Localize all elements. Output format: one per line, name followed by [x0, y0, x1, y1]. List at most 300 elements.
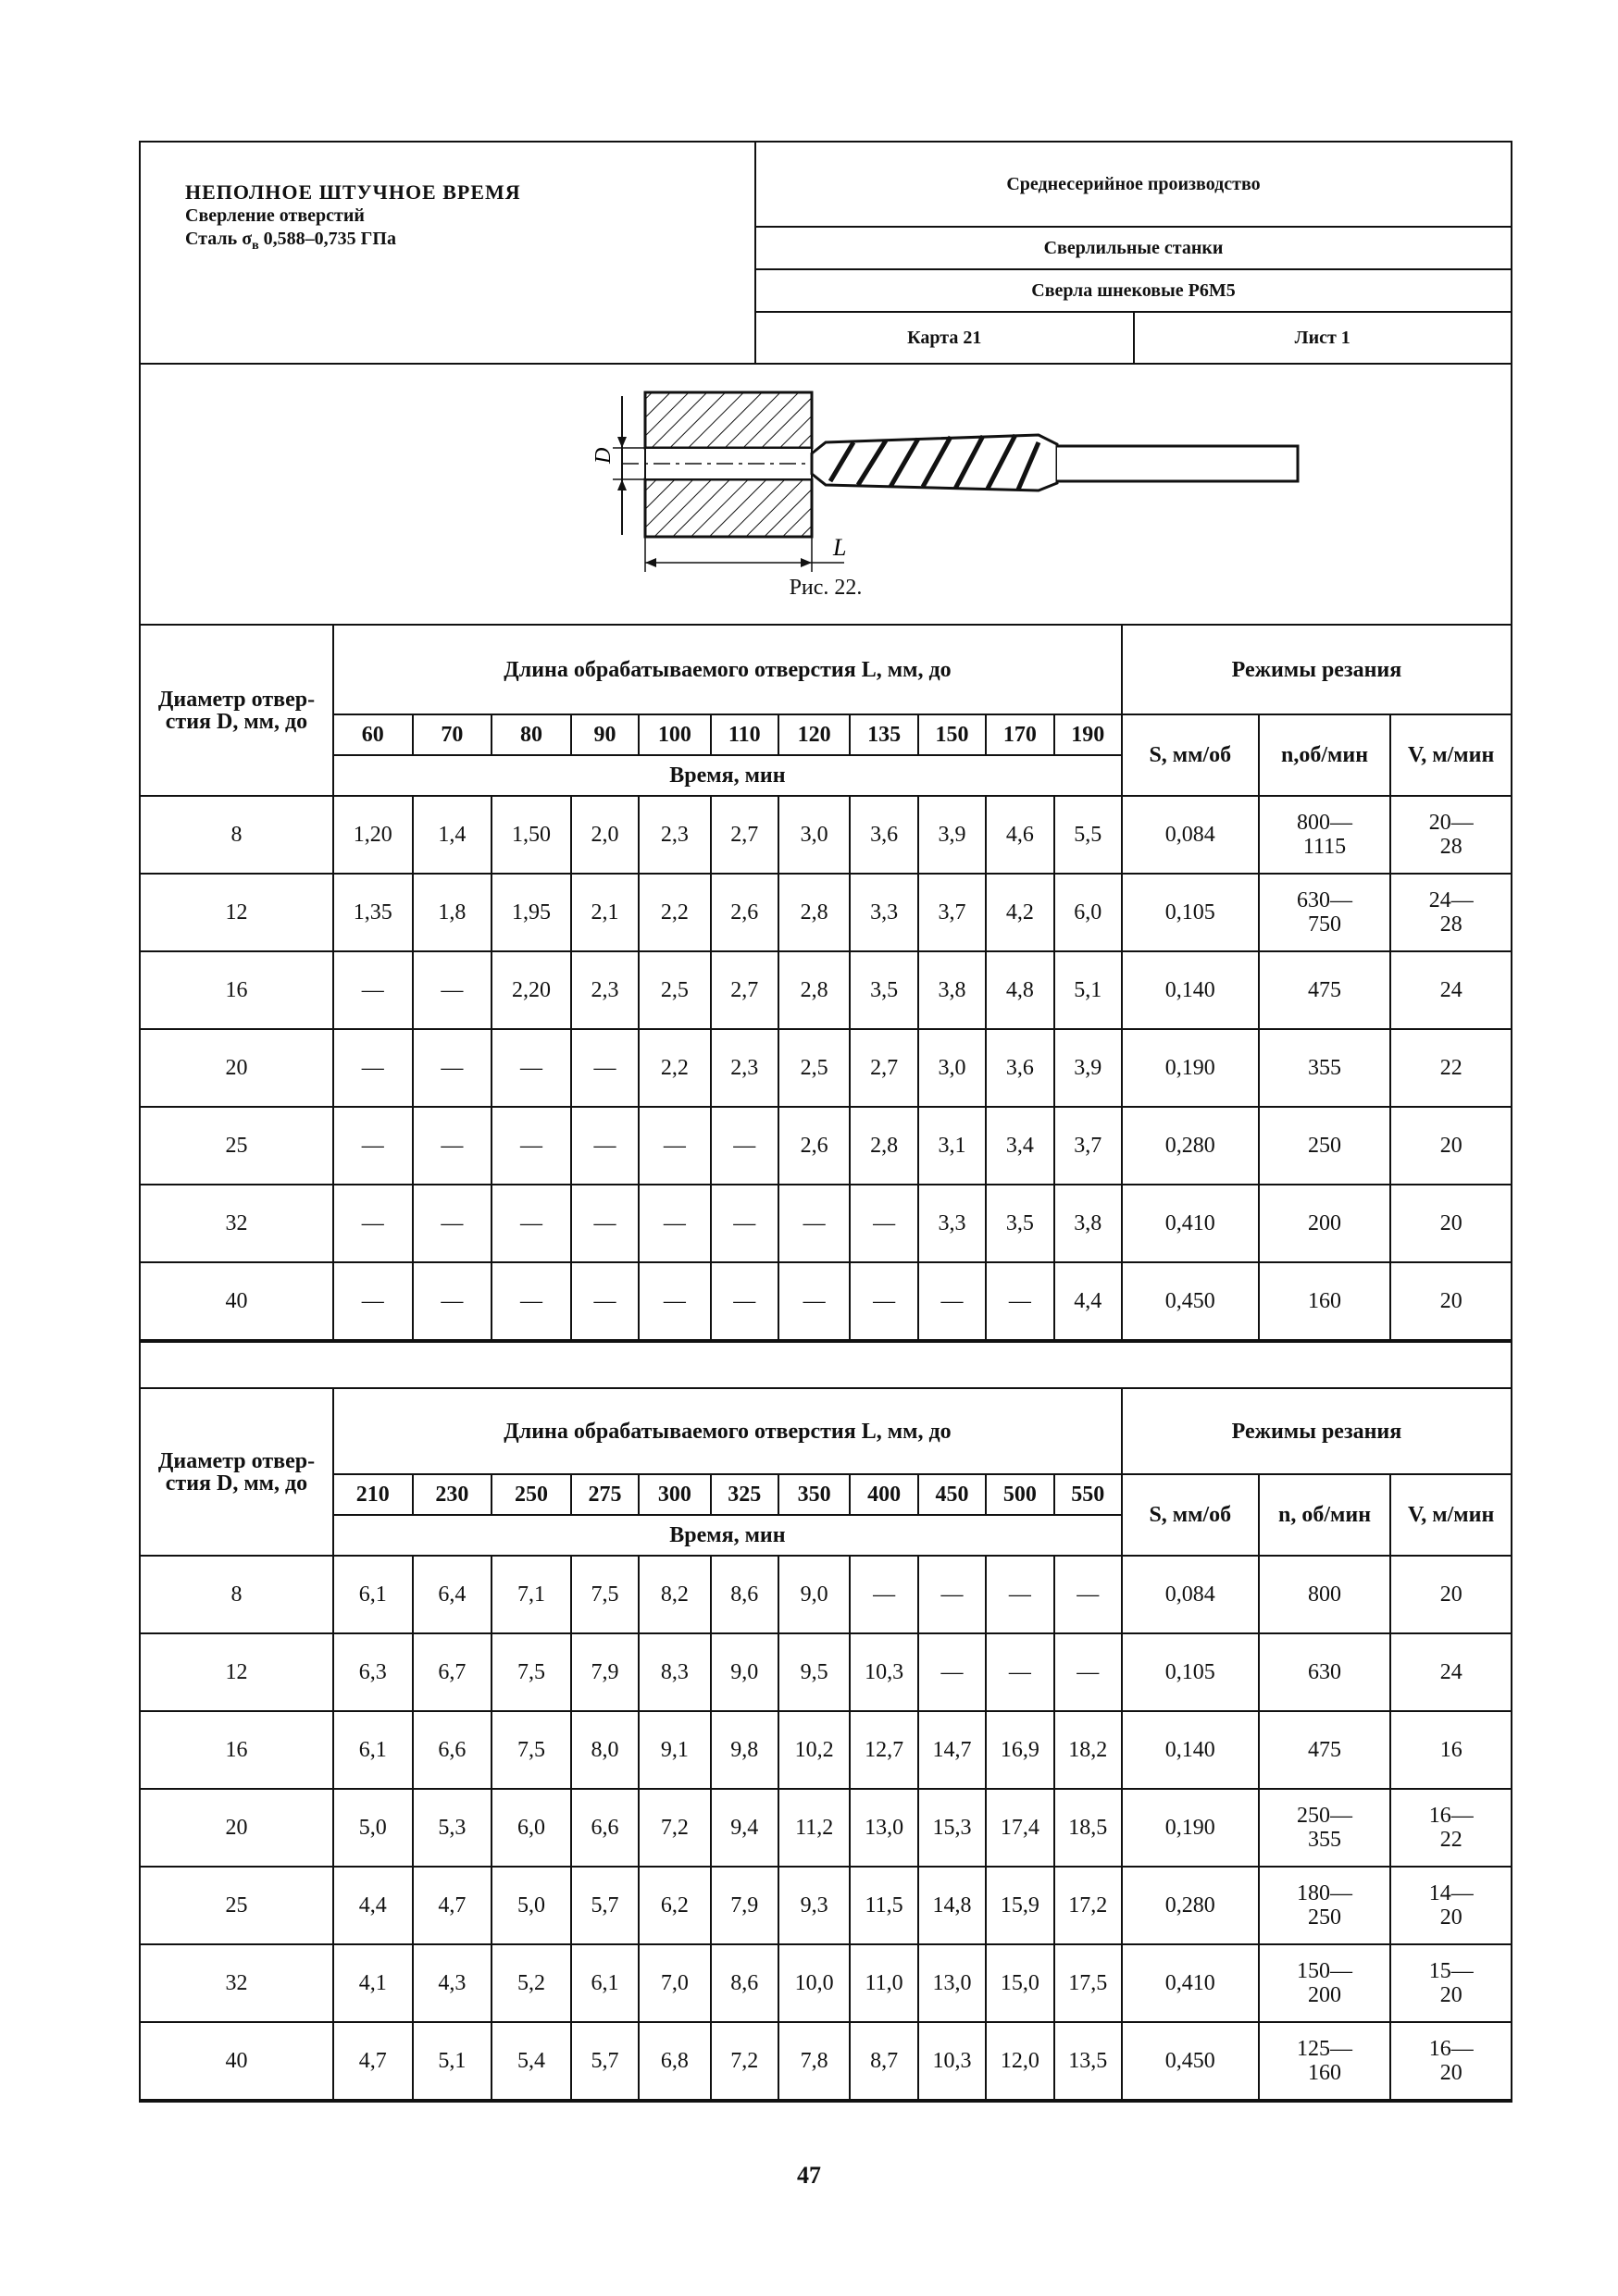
diameter-cell: 32: [141, 1944, 333, 2022]
time-cell: 3,8: [1054, 1185, 1122, 1262]
cutting-speed-line: 20: [1439, 1582, 1462, 1607]
diameter-cell: 12: [141, 1633, 333, 1711]
cutting-speed-line: 20: [1439, 1211, 1462, 1235]
time-cell: 9,0: [711, 1633, 778, 1711]
time-cell: 1,50: [492, 796, 571, 874]
time-cell: 9,8: [711, 1711, 778, 1789]
speed-rpm-cell: [1259, 1556, 1391, 1633]
card-number: Карта 21: [756, 313, 1135, 363]
time-cell: —: [639, 1185, 710, 1262]
speed-rpm-line: 200: [1308, 1983, 1342, 2007]
length-col-header: 100: [639, 714, 710, 755]
time-cell: —: [492, 1185, 571, 1262]
time-cell: 2,2: [639, 874, 710, 951]
speed-rpm-line: 1115: [1302, 835, 1347, 859]
time-cell: —: [333, 1262, 413, 1340]
speed-rpm-line: 250: [1308, 1905, 1342, 1930]
time-cell: 8,2: [639, 1556, 710, 1633]
time-cell: —: [571, 1262, 639, 1340]
time-cell: —: [986, 1556, 1053, 1633]
time-cell: 3,5: [850, 951, 917, 1029]
time-cell: —: [1054, 1633, 1122, 1711]
time-cell: —: [850, 1262, 917, 1340]
cutting-speed-line: 20—: [1428, 811, 1474, 835]
time-cell: 3,4: [986, 1107, 1053, 1185]
speed-rpm-cell: [1259, 1711, 1391, 1789]
time-cell: 2,8: [778, 951, 850, 1029]
cutting-speed-cell: [1390, 1867, 1511, 1944]
feed-cell: 0,190: [1122, 1029, 1259, 1107]
time-cell: 13,5: [1054, 2022, 1122, 2100]
speed-rpm-line: 150—: [1297, 1959, 1353, 1983]
table-row: [141, 1262, 1511, 1340]
length-col-header: 135: [850, 714, 917, 755]
material-subscript: в: [252, 239, 259, 253]
time-cell: —: [850, 1185, 917, 1262]
diameter-cell: 40: [141, 1262, 333, 1340]
cutting-speed-cell: [1390, 874, 1511, 951]
time-cell: 2,5: [639, 951, 710, 1029]
speed-rpm-line: 800—: [1297, 811, 1353, 835]
speed-rpm-line: 475: [1308, 1738, 1342, 1762]
time-cell: 2,0: [571, 796, 639, 874]
time-cell: 4,4: [333, 1867, 413, 1944]
feed-cell: 0,084: [1122, 796, 1259, 874]
diameter-cell: 25: [141, 1107, 333, 1185]
time-cell: —: [711, 1107, 778, 1185]
normative-card: [139, 141, 1512, 2103]
diameter-cell: 32: [141, 1185, 333, 1262]
time-cell: —: [986, 1262, 1053, 1340]
time-cell: 14,8: [918, 1867, 986, 1944]
time-cell: 8,6: [711, 1944, 778, 2022]
cutting-speed-line: 16—: [1428, 1804, 1474, 1828]
time-cell: —: [639, 1262, 710, 1340]
time-cell: —: [986, 1633, 1053, 1711]
time-cell: 6,7: [413, 1633, 492, 1711]
time-cell: 11,5: [850, 1867, 917, 1944]
cutting-speed-cell: [1390, 2022, 1511, 2100]
time-cell: 13,0: [850, 1789, 917, 1867]
time-cell: 1,8: [413, 874, 492, 951]
cutting-speed-line: 15—: [1428, 1959, 1474, 1983]
time-cell: 13,0: [918, 1944, 986, 2022]
production-type: Среднесерийное производство: [756, 143, 1511, 228]
diameter-cell: 16: [141, 951, 333, 1029]
table-row: [141, 2022, 1511, 2100]
time-table-1: [141, 626, 1511, 1341]
time-cell: 18,5: [1054, 1789, 1122, 1867]
time-table-2: [141, 1389, 1511, 2101]
time-cell: —: [711, 1185, 778, 1262]
time-cell: 4,3: [413, 1944, 492, 2022]
feed-cell: 0,190: [1122, 1789, 1259, 1867]
time-cell: 3,0: [918, 1029, 986, 1107]
speed-rpm-cell: [1259, 1029, 1391, 1107]
time-cell: —: [918, 1556, 986, 1633]
time-cell: 10,3: [850, 1633, 917, 1711]
cutting-speed-cell: [1390, 1107, 1511, 1185]
time-cell: 4,2: [986, 874, 1053, 951]
time-cell: —: [1054, 1556, 1122, 1633]
diameter-cell: 16: [141, 1711, 333, 1789]
machine-type: Сверлильные станки: [756, 228, 1511, 270]
table-row: [141, 1944, 1511, 2022]
speed-rpm-line: 355: [1308, 1056, 1342, 1080]
length-values-row: [141, 1474, 1511, 1515]
figure-caption: Рис. 22.: [789, 576, 863, 600]
time-cell: 5,7: [571, 2022, 639, 2100]
feed-cell: 0,084: [1122, 1556, 1259, 1633]
speed-rpm-line: 200: [1308, 1211, 1342, 1235]
figure-block: [141, 365, 1511, 626]
time-cell: —: [778, 1185, 850, 1262]
speed-rpm-cell: [1259, 1633, 1391, 1711]
length-col-header: 325: [711, 1474, 778, 1515]
time-cell: 8,7: [850, 2022, 917, 2100]
time-cell: 17,5: [1054, 1944, 1122, 2022]
time-cell: —: [492, 1107, 571, 1185]
feed-cell: 0,105: [1122, 1633, 1259, 1711]
time-cell: 3,0: [778, 796, 850, 874]
time-cell: 8,0: [571, 1711, 639, 1789]
diameter-dimension: [591, 396, 645, 535]
time-cell: —: [413, 951, 492, 1029]
table-row: [141, 951, 1511, 1029]
time-cell: 2,3: [711, 1029, 778, 1107]
length-col-header: 60: [333, 714, 413, 755]
time-cell: 2,7: [850, 1029, 917, 1107]
cutting-speed-line: 20: [1439, 1134, 1462, 1158]
time-cell: 3,3: [850, 874, 917, 951]
time-cell: —: [492, 1262, 571, 1340]
feed-cell: 0,280: [1122, 1107, 1259, 1185]
time-cell: 4,7: [413, 1867, 492, 1944]
length-col-header: 80: [492, 714, 571, 755]
time-cell: 17,2: [1054, 1867, 1122, 1944]
diameter-cell: 20: [141, 1789, 333, 1867]
cutting-speed-line: 16: [1439, 1738, 1462, 1762]
diameter-cell: 8: [141, 796, 333, 874]
length-col-header: 275: [571, 1474, 639, 1515]
time-cell: 6,3: [333, 1633, 413, 1711]
feed-cell: 0,410: [1122, 1944, 1259, 2022]
cutting-speed-line: 24: [1439, 1660, 1462, 1684]
time-cell: 15,9: [986, 1867, 1053, 1944]
length-col-header: 230: [413, 1474, 492, 1515]
time-cell: 5,4: [492, 2022, 571, 2100]
feed-cell: 0,410: [1122, 1185, 1259, 1262]
time-cell: —: [711, 1262, 778, 1340]
time-cell: 10,2: [778, 1711, 850, 1789]
table-row: [141, 1789, 1511, 1867]
time-cell: 4,8: [986, 951, 1053, 1029]
time-cell: 6,0: [492, 1789, 571, 1867]
time-cell: 2,6: [711, 874, 778, 951]
drill-diagram: [465, 378, 1316, 572]
time-header: Время, мин: [333, 755, 1122, 796]
speed-rpm-cell: [1259, 874, 1391, 951]
length-col-header: 90: [571, 714, 639, 755]
speed-rpm-line: 180—: [1297, 1881, 1353, 1905]
time-cell: 6,2: [639, 1867, 710, 1944]
cutting-speed-line: 28: [1439, 835, 1462, 859]
page-number: 47: [797, 2162, 821, 2189]
time-cell: 5,5: [1054, 796, 1122, 874]
mode-col-header: V, м/мин: [1390, 1474, 1511, 1556]
header-material: [185, 228, 754, 257]
time-cell: 2,7: [711, 796, 778, 874]
cutting-speed-cell: [1390, 796, 1511, 874]
time-cell: —: [918, 1633, 986, 1711]
time-cell: 18,2: [1054, 1711, 1122, 1789]
cutting-speed-line: 28: [1439, 912, 1462, 937]
time-cell: —: [571, 1185, 639, 1262]
time-cell: —: [571, 1107, 639, 1185]
time-cell: 5,7: [571, 1867, 639, 1944]
time-cell: 3,6: [850, 796, 917, 874]
cutting-speed-line: 22: [1439, 1828, 1462, 1852]
time-cell: 3,8: [918, 951, 986, 1029]
sheet-number: Лист 1: [1294, 327, 1350, 348]
diameter-cell: 20: [141, 1029, 333, 1107]
cutting-speed-line: 24—: [1428, 888, 1474, 912]
time-cell: 6,1: [571, 1944, 639, 2022]
length-col-header: 500: [986, 1474, 1053, 1515]
length-col-header: 150: [918, 714, 986, 755]
time-cell: 17,4: [986, 1789, 1053, 1867]
table-row: [141, 1867, 1511, 1944]
time-cell: 10,3: [918, 2022, 986, 2100]
material-value: 0,588–0,735 ГПа: [263, 229, 396, 249]
cutting-speed-cell: [1390, 1262, 1511, 1340]
time-cell: 7,5: [571, 1556, 639, 1633]
mode-col-header: n,об/мин: [1259, 714, 1391, 796]
card-sheet-row: [756, 313, 1511, 363]
speed-rpm-line: 355: [1308, 1828, 1342, 1852]
header-operation: Сверление отверстий: [185, 205, 365, 226]
length-values-row: [141, 714, 1511, 755]
header-title: НЕПОЛНОЕ ШТУЧНОЕ ВРЕМЯ: [185, 180, 521, 204]
table-row: [141, 1029, 1511, 1107]
mode-col-header: n, об/мин: [1259, 1474, 1391, 1556]
feed-cell: 0,105: [1122, 874, 1259, 951]
cutting-speed-line: 24: [1439, 978, 1462, 1002]
length-col-header: 70: [413, 714, 492, 755]
feed-cell: 0,140: [1122, 951, 1259, 1029]
speed-rpm-cell: [1259, 1262, 1391, 1340]
time-cell: —: [639, 1107, 710, 1185]
cutting-speed-line: 14—: [1428, 1881, 1474, 1905]
time-cell: 3,1: [918, 1107, 986, 1185]
time-cell: 2,8: [850, 1107, 917, 1185]
diameter-cell: 40: [141, 2022, 333, 2100]
speed-rpm-line: 160: [1308, 1289, 1342, 1313]
time-cell: 5,1: [413, 2022, 492, 2100]
time-cell: —: [413, 1107, 492, 1185]
time-cell: 3,3: [918, 1185, 986, 1262]
table-row: [141, 874, 1511, 951]
time-cell: 16,9: [986, 1711, 1053, 1789]
table-row: [141, 1711, 1511, 1789]
modes-header: Режимы резания: [1122, 626, 1511, 714]
time-cell: 7,2: [711, 2022, 778, 2100]
table-row: [141, 1556, 1511, 1633]
time-cell: 8,6: [711, 1556, 778, 1633]
diameter-cell: 12: [141, 874, 333, 951]
diameter-label: D: [591, 447, 616, 464]
table-row: [141, 1107, 1511, 1185]
feed-cell: 0,280: [1122, 1867, 1259, 1944]
time-cell: 8,3: [639, 1633, 710, 1711]
time-cell: —: [413, 1029, 492, 1107]
time-cell: 7,5: [492, 1711, 571, 1789]
time-header: Время, мин: [333, 1515, 1122, 1556]
cutting-speed-line: 16—: [1428, 2037, 1474, 2061]
time-cell: 2,3: [571, 951, 639, 1029]
time-cell: 6,0: [1054, 874, 1122, 951]
time-cell: 5,3: [413, 1789, 492, 1867]
length-col-header: 210: [333, 1474, 413, 1515]
speed-rpm-line: 250—: [1297, 1804, 1353, 1828]
cutting-speed-line: 20: [1439, 2061, 1462, 2085]
time-cell: —: [492, 1029, 571, 1107]
header-info-block: [756, 143, 1511, 363]
time-cell: 1,4: [413, 796, 492, 874]
cutting-speed-cell: [1390, 1944, 1511, 2022]
time-cell: —: [333, 951, 413, 1029]
time-cell: 9,1: [639, 1711, 710, 1789]
length-col-header: 120: [778, 714, 850, 755]
diameter-header: Диаметр отвер-стия D, мм, до: [141, 626, 333, 796]
time-cell: 9,3: [778, 1867, 850, 1944]
length-col-header: 190: [1054, 714, 1122, 755]
length-col-header: 350: [778, 1474, 850, 1515]
modes-header: Режимы резания: [1122, 1389, 1511, 1474]
time-cell: 2,1: [571, 874, 639, 951]
time-cell: 2,3: [639, 796, 710, 874]
time-cell: 3,9: [1054, 1029, 1122, 1107]
cutting-speed-cell: [1390, 1185, 1511, 1262]
time-cell: 2,7: [711, 951, 778, 1029]
time-cell: 4,6: [986, 796, 1053, 874]
time-cell: 2,2: [639, 1029, 710, 1107]
time-cell: —: [778, 1262, 850, 1340]
length-col-header: 110: [711, 714, 778, 755]
time-cell: 15,0: [986, 1944, 1053, 2022]
time-cell: 14,7: [918, 1711, 986, 1789]
time-cell: —: [413, 1262, 492, 1340]
time-cell: 5,1: [1054, 951, 1122, 1029]
time-cell: 1,35: [333, 874, 413, 951]
time-cell: 6,6: [413, 1711, 492, 1789]
time-cell: 3,6: [986, 1029, 1053, 1107]
length-header: Длина обрабатываемого отверстия L, мм, до: [333, 1389, 1122, 1474]
time-cell: 3,5: [986, 1185, 1053, 1262]
speed-rpm-line: 250: [1308, 1134, 1342, 1158]
drill-shape: [812, 435, 1298, 490]
time-cell: 6,6: [571, 1789, 639, 1867]
header-title-block: [141, 143, 756, 363]
time-cell: 7,9: [571, 1633, 639, 1711]
speed-rpm-line: 475: [1308, 978, 1342, 1002]
time-cell: —: [413, 1185, 492, 1262]
speed-rpm-line: 160: [1308, 2061, 1342, 2085]
table-row: [141, 1185, 1511, 1262]
mode-col-header: V, м/мин: [1390, 714, 1511, 796]
time-cell: 7,0: [639, 1944, 710, 2022]
speed-rpm-line: 750: [1308, 912, 1342, 937]
speed-rpm-line: 800: [1308, 1582, 1342, 1607]
time-cell: 2,6: [778, 1107, 850, 1185]
material-prefix: Сталь σ: [185, 229, 253, 249]
time-cell: 2,20: [492, 951, 571, 1029]
time-cell: —: [918, 1262, 986, 1340]
speed-rpm-cell: [1259, 951, 1391, 1029]
length-label: L: [833, 534, 847, 561]
time-cell: 2,8: [778, 874, 850, 951]
time-cell: 3,7: [918, 874, 986, 951]
cutting-speed-cell: [1390, 1711, 1511, 1789]
time-cell: —: [333, 1185, 413, 1262]
time-cell: 9,5: [778, 1633, 850, 1711]
mode-col-header: S, мм/об: [1122, 714, 1259, 796]
speed-rpm-cell: [1259, 1789, 1391, 1867]
length-col-header: 250: [492, 1474, 571, 1515]
time-cell: 6,1: [333, 1556, 413, 1633]
feed-cell: 0,450: [1122, 2022, 1259, 2100]
time-cell: 10,0: [778, 1944, 850, 2022]
time-cell: 7,5: [492, 1633, 571, 1711]
time-cell: —: [571, 1029, 639, 1107]
cutting-speed-cell: [1390, 1029, 1511, 1107]
time-cell: 11,2: [778, 1789, 850, 1867]
time-cell: 7,9: [711, 1867, 778, 1944]
mode-col-header: S, мм/об: [1122, 1474, 1259, 1556]
time-cell: —: [850, 1556, 917, 1633]
time-cell: 5,0: [333, 1789, 413, 1867]
table-row: [141, 1633, 1511, 1711]
time-cell: 9,4: [711, 1789, 778, 1867]
feed-cell: 0,450: [1122, 1262, 1259, 1340]
cutting-speed-cell: [1390, 1789, 1511, 1867]
length-col-header: 550: [1054, 1474, 1122, 1515]
cutting-speed-line: 20: [1439, 1905, 1462, 1930]
cutting-speed-line: 20: [1439, 1983, 1462, 2007]
time-cell: 3,7: [1054, 1107, 1122, 1185]
feed-cell: 0,140: [1122, 1711, 1259, 1789]
length-col-header: 450: [918, 1474, 986, 1515]
time-cell: 9,0: [778, 1556, 850, 1633]
time-cell: 5,0: [492, 1867, 571, 1944]
speed-rpm-cell: [1259, 796, 1391, 874]
time-cell: 4,1: [333, 1944, 413, 2022]
time-cell: 7,1: [492, 1556, 571, 1633]
workpiece-shape: [645, 392, 812, 537]
speed-rpm-line: 630—: [1297, 888, 1353, 912]
diameter-header: Диаметр отвер-стия D, мм, до: [141, 1389, 333, 1556]
speed-rpm-line: 125—: [1297, 2037, 1353, 2061]
speed-rpm-cell: [1259, 1944, 1391, 2022]
diameter-cell: 25: [141, 1867, 333, 1944]
cutting-speed-cell: [1390, 1633, 1511, 1711]
time-cell: 1,95: [492, 874, 571, 951]
time-cell: 7,8: [778, 2022, 850, 2100]
speed-rpm-cell: [1259, 1185, 1391, 1262]
time-cell: 3,9: [918, 796, 986, 874]
time-cell: 12,0: [986, 2022, 1053, 2100]
speed-rpm-cell: [1259, 2022, 1391, 2100]
